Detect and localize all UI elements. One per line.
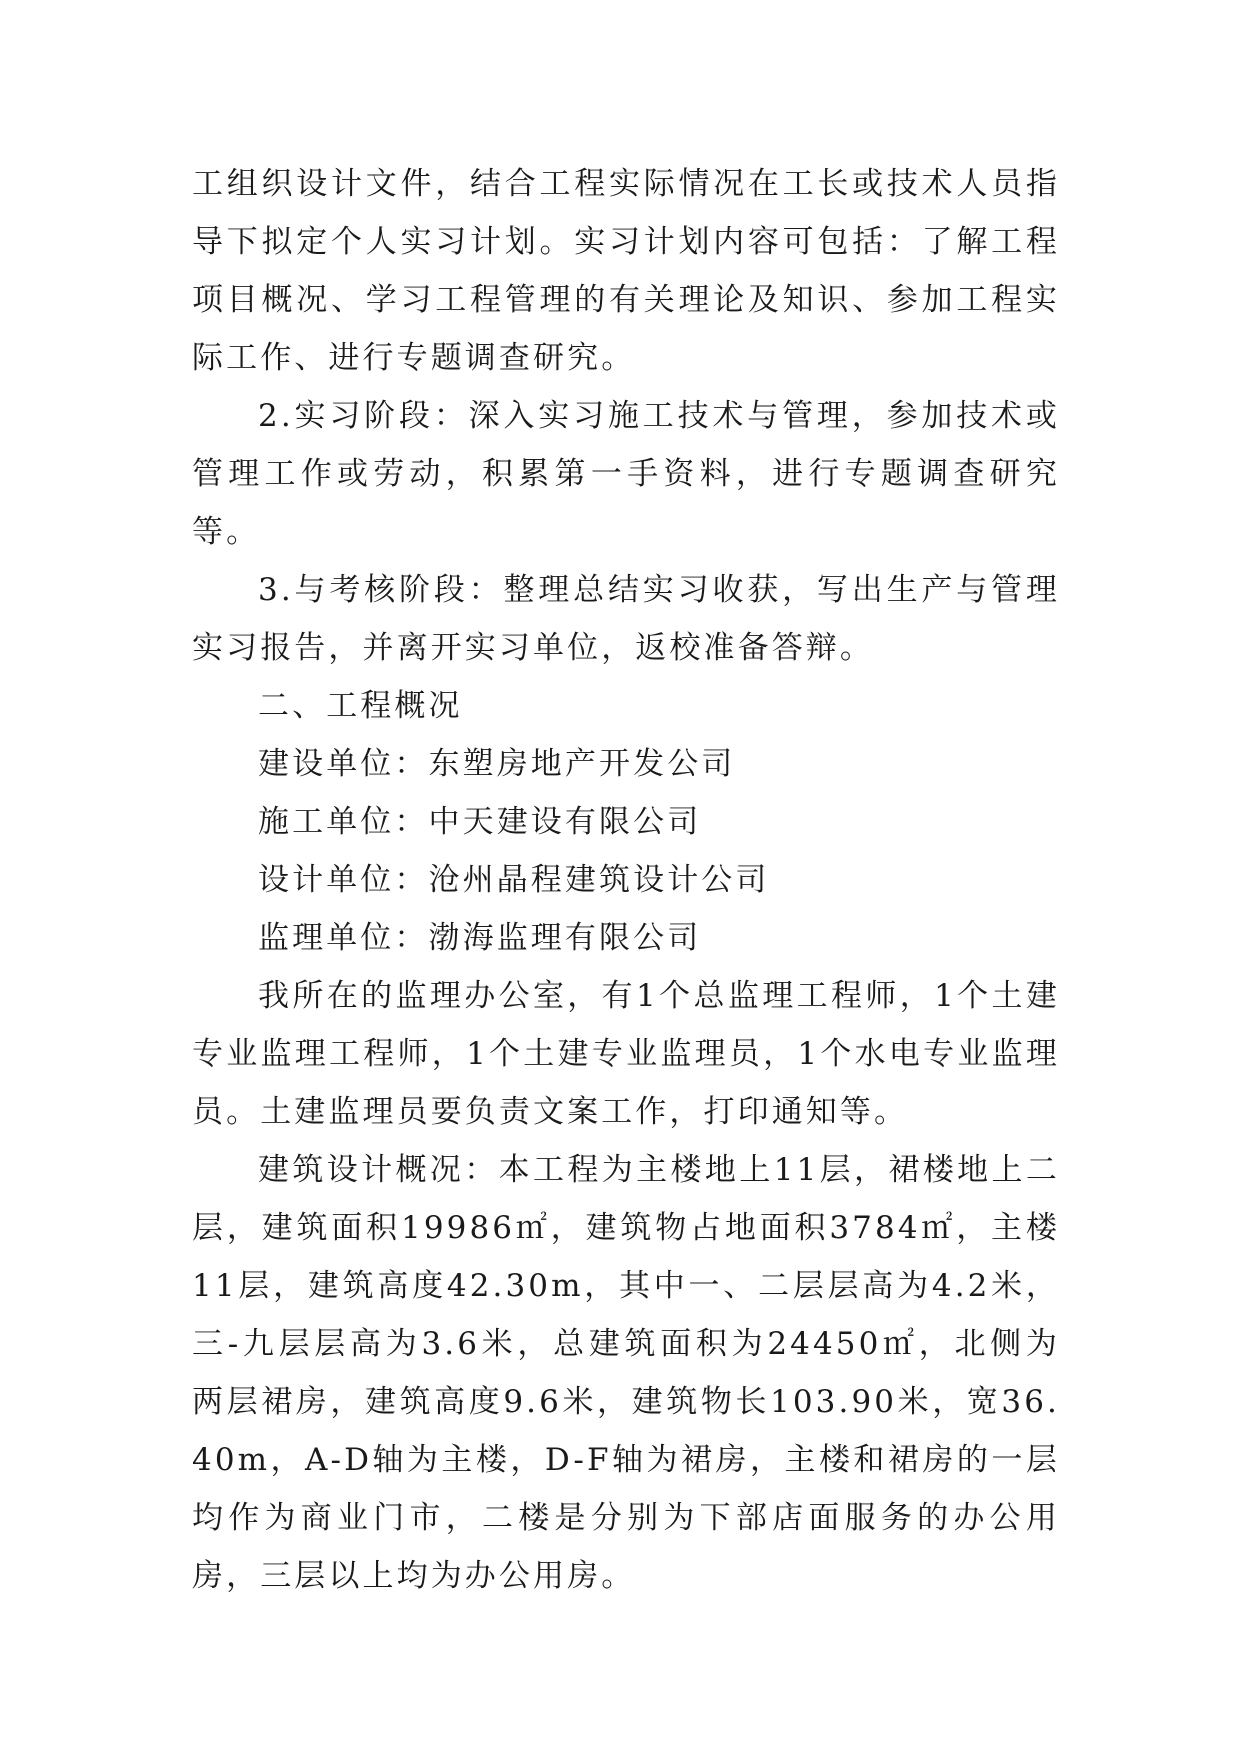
paragraph-internship-stage: 2.实习阶段：深入实习施工技术与管理，参加技术或管理工作或劳动，积累第一手资料，进行专题调查研究等。: [192, 398, 1060, 550]
document-body: [192, 155, 1060, 1605]
paragraph-building-design: 建筑设计概况：本工程为主楼地上11层，裙楼地上二层，建筑面积19986㎡，建筑物占地面积3784㎡，主楼11层，建筑高度42.30m，其中一、二层层高为4.2米，三-九层层高为3.6米，总建筑面积为24450㎡，北侧为两层裙房，建筑高度9.6米，建筑物长103.90米，宽36.40m，A-D轴为主楼，D-F轴为裙房，主楼和裙房的一层均作为商业门市，二楼是分别为下部店面服务的办公用房，三层以上均为办公用房。: [192, 1152, 1060, 1594]
paragraph-assessment-stage: 3.与考核阶段：整理总结实习收获，写出生产与管理实习报告，并离开实习单位，返校准备答辩。: [192, 572, 1060, 666]
paragraph-continuation: 工组织设计文件，结合工程实际情况在工长或技术人员指导下拟定个人实习计划。实习计划内容可包括：了解工程项目概况、学习工程管理的有关理论及知识、参加工程实际工作、进行专题调查研究。: [192, 166, 1060, 376]
section-heading-project-overview: 二、工程概况: [258, 688, 463, 724]
paragraph-supervision-unit: 监理单位：渤海监理有限公司: [258, 920, 702, 956]
paragraph-construction-unit: 建设单位：东塑房地产开发公司: [258, 746, 736, 782]
paragraph-supervision-office: 我所在的监理办公室，有1个总监理工程师，1个土建专业监理工程师，1个土建专业监理员，1个水电专业监理员。土建监理员要负责文案工作，打印通知等。: [192, 978, 1060, 1130]
paragraph-builder-unit: 施工单位：中天建设有限公司: [258, 804, 702, 840]
paragraph-design-unit: 设计单位：沧州晶程建筑设计公司: [258, 862, 770, 898]
